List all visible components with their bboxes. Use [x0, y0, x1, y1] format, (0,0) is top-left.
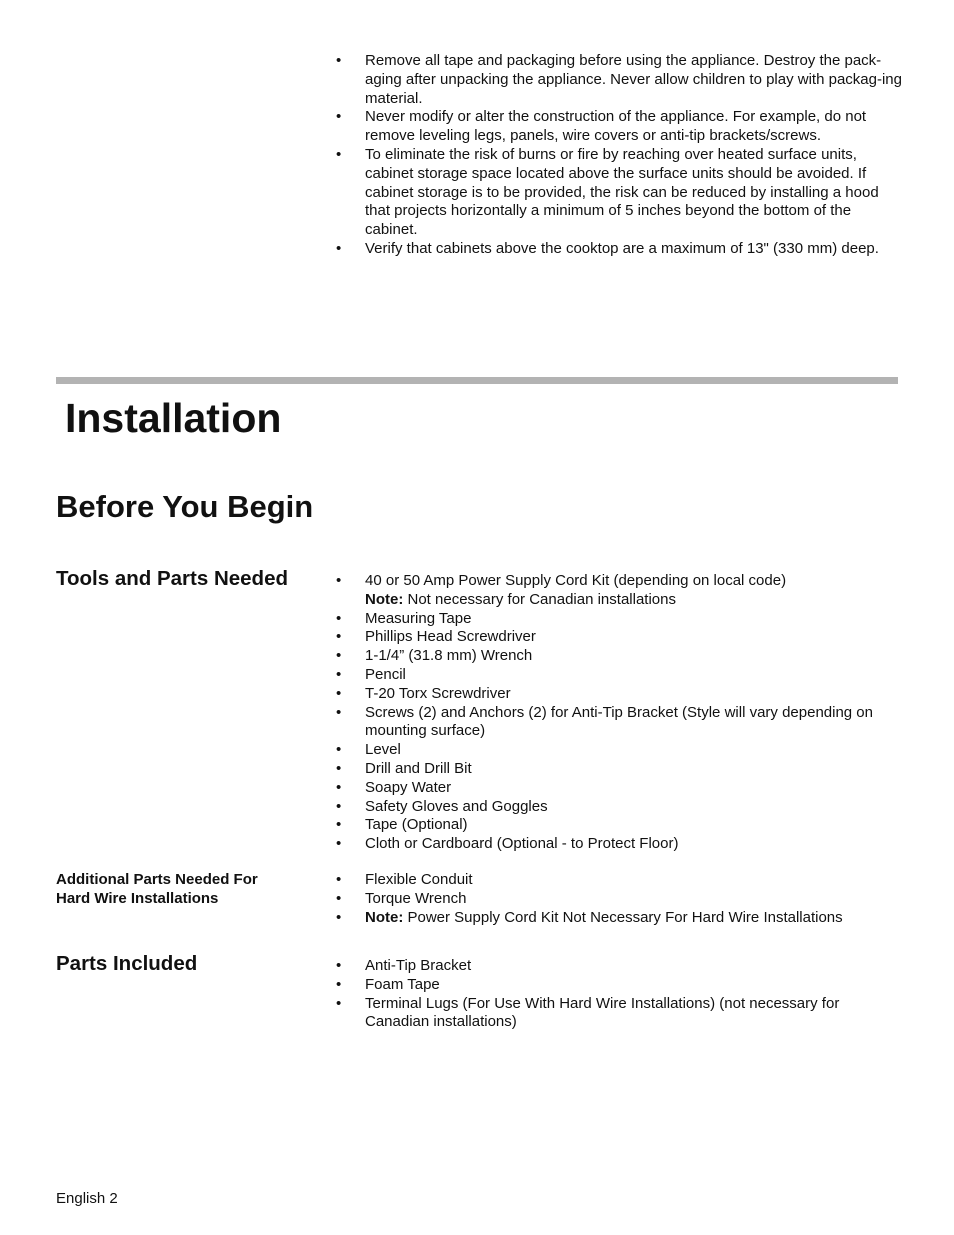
bullet: •: [336, 871, 342, 888]
section-title: Before You Begin: [56, 489, 314, 524]
list-item: • Never modify or alter the construction of the appliance. For example, do not remove leveling legs, panels, wire covers or anti-tip brackets/screws.: [336, 108, 867, 145]
bullet: •: [336, 647, 342, 665]
page-footer: English 2: [56, 1190, 118, 1207]
additional-parts-heading: Additional Parts Needed For Hard Wire Installations: [56, 871, 258, 907]
list-item: • T-20 Torx Screwdriver: [336, 684, 511, 702]
bullet: •: [336, 684, 342, 702]
tools-list: [336, 572, 906, 854]
list-item: • Anti-Tip Bracket: [336, 957, 472, 974]
list-item: • 1-1/4” (31.8 mm) Wrench: [336, 647, 533, 665]
list-item: • To eliminate the risk of burns or fire by reaching over heated surface units, cabinet storage space located above the surface units should be avoided. If cabinet storage is to be provided, the risk can be reduced by installing a hood that projects horizontally a minimum of 5 inches beyond the bottom of the cabinet.: [336, 145, 879, 239]
list-item: • Cloth or Cardboard (Optional - to Protect Floor): [336, 835, 679, 853]
bullet: •: [336, 145, 342, 163]
section-divider: [56, 377, 898, 384]
list-item: • Torque Wrench: [336, 889, 467, 907]
bullet: •: [336, 52, 342, 69]
bullet: •: [336, 908, 342, 926]
list-item: • Soapy Water: [336, 778, 452, 796]
list-item: • Drill and Drill Bit: [336, 759, 472, 777]
bullet: •: [336, 889, 342, 907]
bullet: •: [336, 816, 342, 834]
note: Note: Not necessary for Canadian installations: [365, 590, 676, 608]
bullet: •: [336, 628, 342, 646]
bullet: •: [336, 797, 342, 815]
list-item: • Remove all tape and packaging before using the appliance. Destroy the pack-aging after unpacking the appliance. Never allow children to play with packag-ing material.: [336, 52, 902, 107]
bullet: •: [336, 759, 342, 777]
list-item: • 40 or 50 Amp Power Supply Cord Kit (depending on local code) Note: Not necessary for Canadian installations: [336, 572, 906, 610]
bullet: •: [336, 665, 342, 683]
list-item: • Tape (Optional): [336, 816, 468, 834]
list-item: • Screws (2) and Anchors (2) for Anti-Tip Bracket (Style will vary depending on mounting surface): [336, 703, 873, 740]
list-item: • Foam Tape: [336, 975, 440, 993]
tools-heading: Tools and Parts Needed: [56, 567, 289, 590]
list-item: • Level: [336, 741, 401, 759]
list-item: • Verify that cabinets above the cooktop are a maximum of 13" (330 mm) deep.: [336, 239, 879, 257]
bullet: •: [336, 975, 342, 993]
bullet: •: [336, 572, 342, 589]
bullet: •: [336, 703, 342, 721]
list-item: • Terminal Lugs (For Use With Hard Wire Installations) (not necessary for Canadian installations): [336, 994, 840, 1031]
additional-parts-list: [336, 871, 906, 927]
list-item: • Flexible Conduit: [336, 871, 473, 888]
list-item: • Safety Gloves and Goggles: [336, 797, 548, 815]
page-title: Installation: [65, 395, 282, 441]
bullet: •: [336, 778, 342, 796]
list-item: • Note: Power Supply Cord Kit Not Necessary For Hard Wire Installations: [336, 908, 843, 926]
list-item: • Pencil: [336, 665, 406, 683]
bullet: •: [336, 609, 342, 627]
bullet: •: [336, 741, 342, 759]
bullet: •: [336, 994, 342, 1012]
safety-list: [336, 52, 906, 259]
parts-included-list: [336, 957, 906, 1032]
list-item: • Phillips Head Screwdriver: [336, 628, 536, 646]
bullet: •: [336, 957, 342, 974]
bullet: •: [336, 835, 342, 853]
list-item: • Measuring Tape: [336, 609, 472, 627]
parts-included-heading: Parts Included: [56, 952, 198, 975]
bullet: •: [336, 239, 342, 257]
bullet: •: [336, 108, 342, 126]
